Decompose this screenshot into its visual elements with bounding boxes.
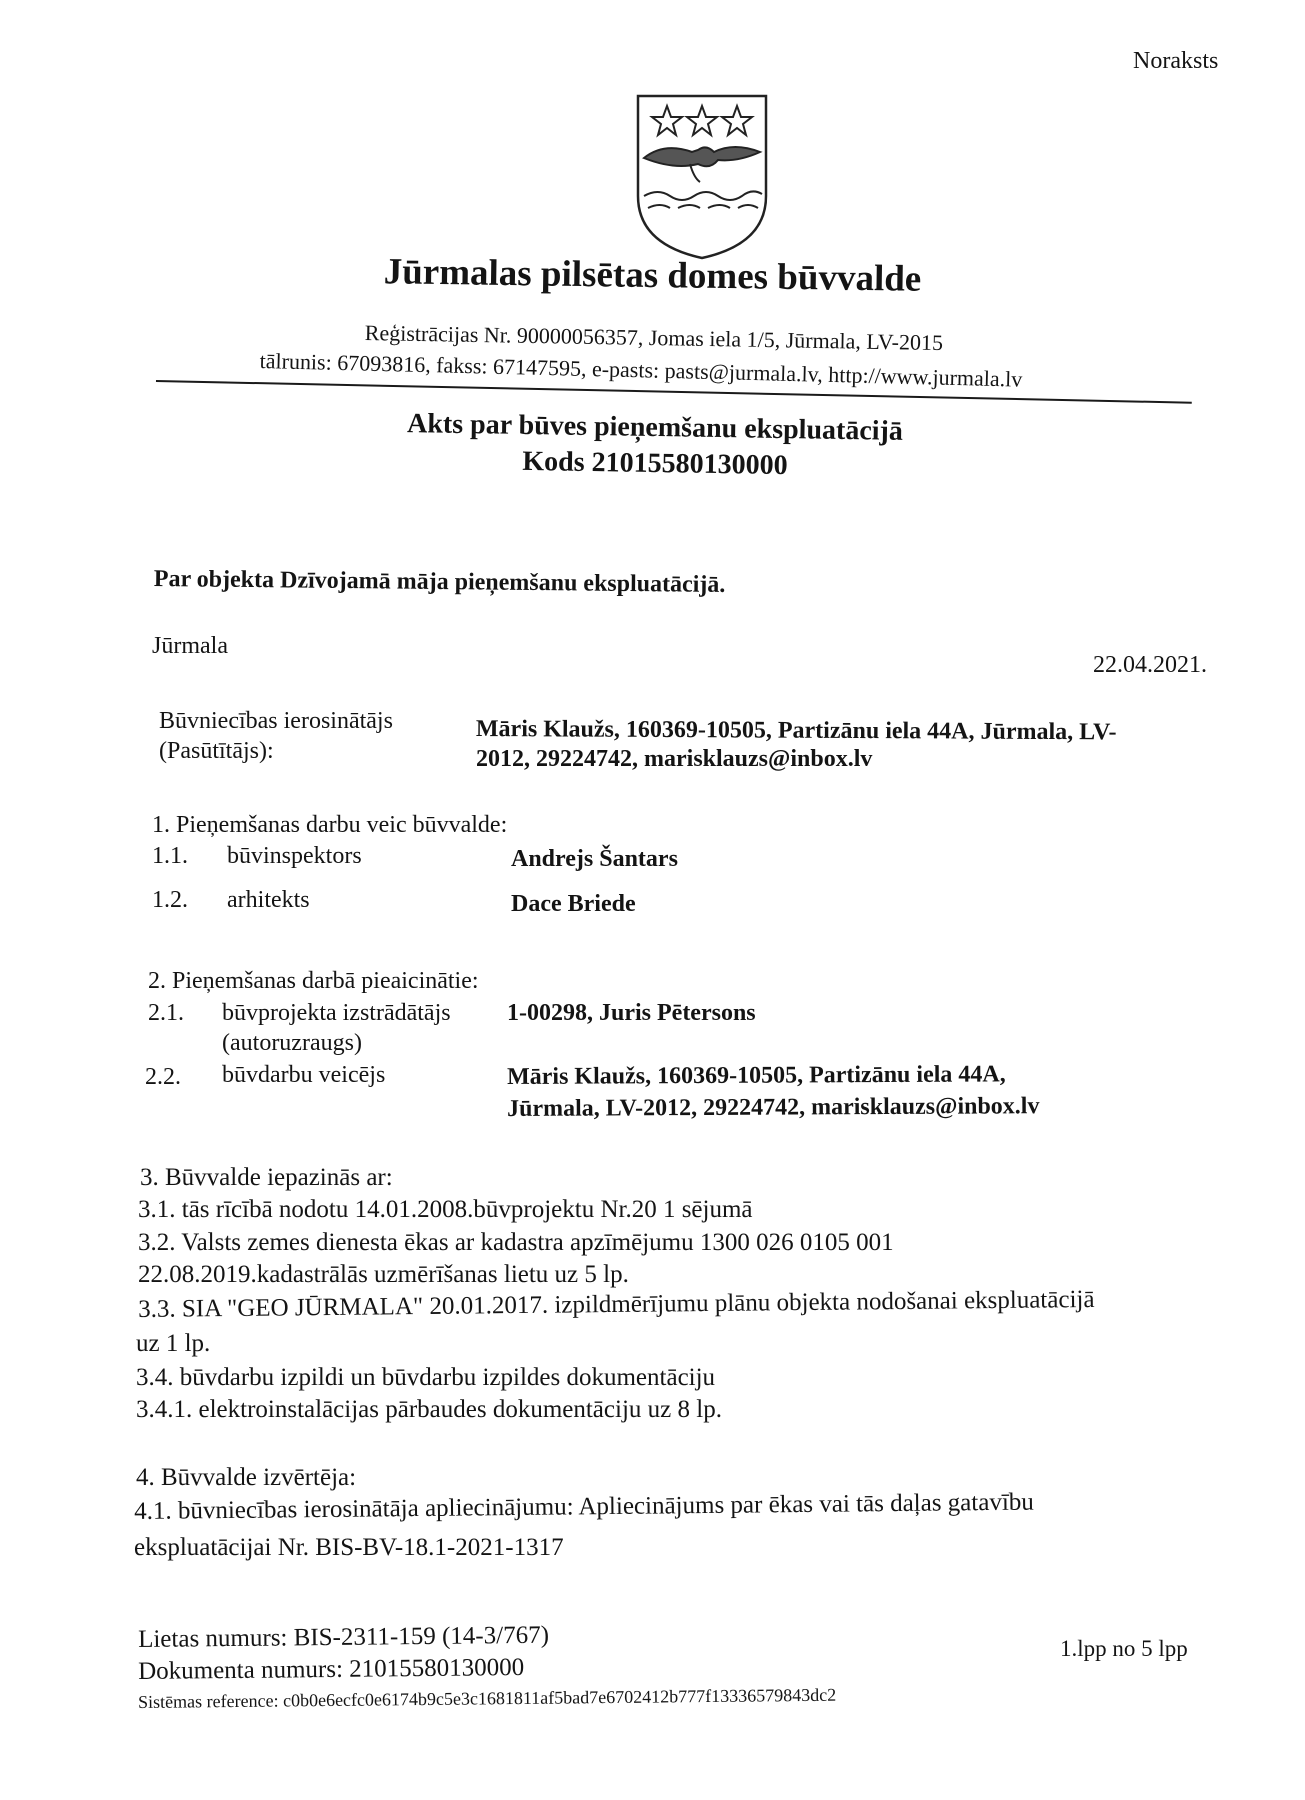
section3-line: 3.2. Valsts zemes dienesta ēkas ar kadastra apzīmējumu 1300 026 0105 001 [138, 1229, 894, 1256]
document-number: Dokumenta numurs: 21015580130000 [138, 1653, 525, 1685]
contact-line: tālrunis: 67093816, fakss: 67147595, e-pasts: pasts@jurmala.lv, http://www.jurmala.lv [259, 348, 1023, 392]
section1-row-number: 1.2. [152, 887, 188, 913]
section3-heading: 3. Būvvalde iepazinās ar: [140, 1164, 393, 1191]
section3-line: 3.3. SIA "GEO JŪRMALA" 20.01.2017. izpildmērījumu plānu objekta nodošanai ekspluatācijā [138, 1285, 1095, 1323]
section2-row-number: 2.2. [145, 1064, 181, 1090]
section4-line: 4.1. būvniecības ierosinātāja apliecinājumu: Apliecinājums par ēkas vai tās daļas gatavību [134, 1488, 1034, 1525]
section1-row-number: 1.1. [152, 843, 188, 869]
section1-row-name: Andrejs Šantars [511, 846, 678, 872]
section1-row-name: Dace Briede [511, 891, 636, 917]
place: Jūrmala [152, 633, 228, 659]
section2-row-number: 2.1. [148, 1000, 184, 1026]
section3-line: 3.1. tās rīcībā nodotu 14.01.2008.būvprojektu Nr.20 1 sējumā [138, 1196, 753, 1223]
section4-heading: 4. Būvvalde izvērtēja: [136, 1464, 357, 1491]
initiator-label-sub: (Pasūtītājs): [159, 738, 274, 764]
system-reference: Sistēmas reference: c0b0e6ecfc0e6174b9c5e3c1681811af5bad7e6702412b777f13336579843dc2 [138, 1684, 837, 1712]
section2-row-role-sub: (autoruzraugs) [222, 1030, 362, 1056]
section2-row-value: 1-00298, Juris Pētersons [507, 1000, 756, 1026]
section4-line: ekspluatācijai Nr. BIS-BV-18.1-2021-1317 [134, 1534, 564, 1561]
subject-line: Par objekta Dzīvojamā māja pieņemšanu ekspluatācijā. [153, 566, 726, 598]
authority-name: Jūrmalas pilsētas domes būvvalde [383, 251, 922, 300]
section2-row-role: būvprojekta izstrādātājs [222, 1000, 451, 1026]
copy-mark: Noraksts [1133, 48, 1219, 74]
section3-line: uz 1 lp. [136, 1330, 211, 1357]
section2-row-value: Māris Klaužs, 160369-10505, Partizānu iela 44A, [507, 1061, 1006, 1090]
document-title: Akts par būves pieņemšanu ekspluatācijā [406, 408, 904, 447]
section1-heading: 1. Pieņemšanas darbu veic būvvalde: [152, 812, 508, 838]
initiator-label: Būvniecības ierosinātājs [159, 708, 393, 734]
section2-heading: 2. Pieņemšanas darbā pieaicinātie: [148, 968, 479, 994]
document-code: Kods 21015580130000 [522, 445, 788, 482]
section3-line: 22.08.2019.kadastrālās uzmērīšanas lietu uz 5 lp. [138, 1261, 629, 1288]
initiator-value: Māris Klaužs, 160369-10505, Partizānu iela 44A, Jūrmala, LV- [475, 716, 1117, 746]
registration-line: Reģistrācijas Nr. 90000056357, Jomas iela 1/5, Jūrmala, LV-2015 [364, 320, 944, 356]
section2-row-value-cont: Jūrmala, LV-2012, 29224742, marisklauzs@inbox.lv [507, 1093, 1040, 1122]
case-number: Lietas numurs: BIS-2311-159 (14-3/767) [138, 1621, 550, 1653]
section3-line: 3.4. būvdarbu izpildi un būvdarbu izpildes dokumentāciju [136, 1364, 716, 1391]
date: 22.04.2021. [1093, 652, 1207, 678]
section2-row-role: būvdarbu veicējs [222, 1062, 386, 1088]
section1-row-role: arhitekts [227, 887, 310, 913]
coat-of-arms-icon [634, 92, 770, 262]
section3-line: 3.4.1. elektroinstalācijas pārbaudes dokumentāciju uz 8 lp. [136, 1396, 722, 1423]
initiator-value-cont: 2012, 29224742, marisklauzs@inbox.lv [476, 746, 873, 772]
page-info: 1.lpp no 5 lpp [1060, 1636, 1188, 1661]
section1-row-role: būvinspektors [227, 843, 362, 869]
